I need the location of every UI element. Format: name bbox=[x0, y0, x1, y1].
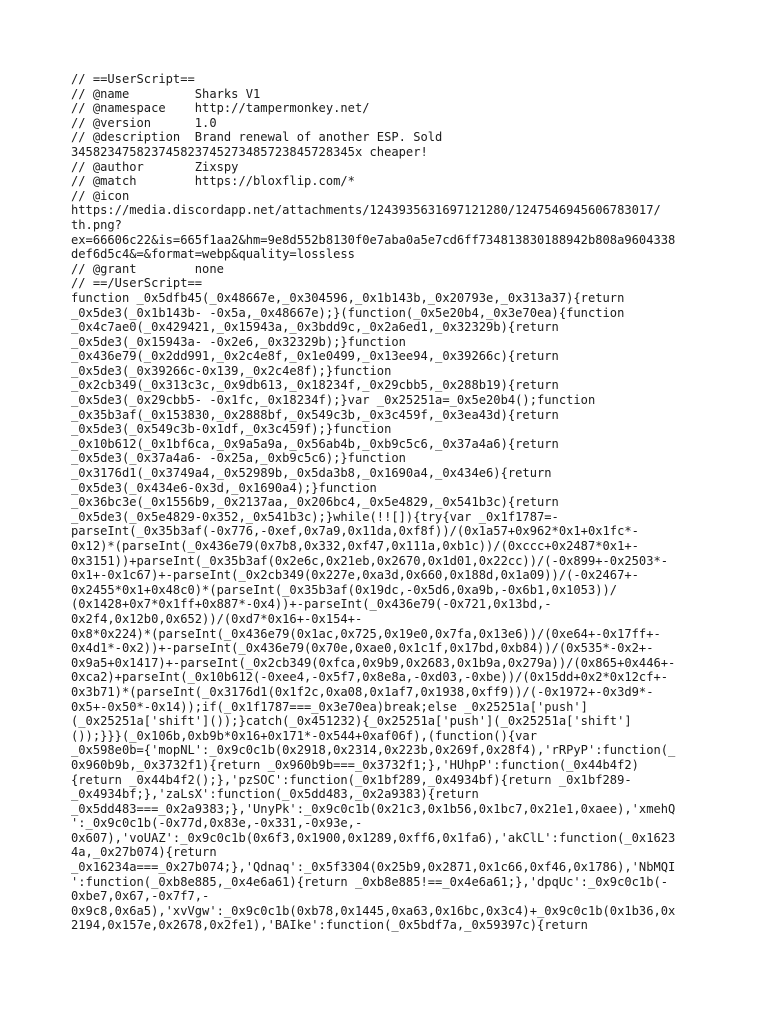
code-line: // ==/UserScript== bbox=[71, 276, 203, 291]
userscript-source-code bbox=[71, 72, 711, 933]
code-line: // @description Brand renewal of another ESP. Sold bbox=[71, 130, 443, 145]
code-line: // @version 1.0 bbox=[71, 115, 217, 130]
code-line: 0x960b9b,_0x3732f1){return _0x960b9b===_0x3732f1;},'HUhpP':function(_0x44b4f2) bbox=[71, 757, 639, 772]
code-line: 0x9a5+0x1417)+-parseInt(_0x2cb349(0xfca,0x9b9,0x2683,0x1b9a,0x279a))/(0x865+0x446+- bbox=[71, 655, 676, 670]
code-line: 0xca2)+parseInt(_0x10b612(-0xee4,-0x5f7,0x8e8a,-0xd03,-0xbe))/(0x15dd+0x2*0x12cf+- bbox=[71, 670, 669, 685]
code-line: _0x4c7ae0(_0x429421,_0x15943a,_0x3bdd9c,_0x2a6ed1,_0x32329b){return bbox=[71, 320, 559, 335]
code-line: def6d5c4&=&format=webp&quality=lossless bbox=[71, 247, 355, 262]
code-line: https://media.discordapp.net/attachments/1243935631697121280/1247546945606783017/ bbox=[71, 203, 661, 218]
code-line: _0x5de3(_0x1b143b- -0x5a,_0x48667e);}(function(_0x5e20b4,_0x3e70ea){function bbox=[71, 305, 625, 320]
code-line: _0x16234a===_0x27b074;},'Qdnaq':_0x5f3304(0x25b9,0x2871,0x1c66,0xf46,0x1786),'NbMQI bbox=[71, 860, 676, 875]
code-line: _0x598e0b={'mopNL':_0x9c0c1b(0x2918,0x2314,0x223b,0x269f,0x28f4),'rRPyP':function(_ bbox=[71, 743, 676, 758]
code-line: // @icon bbox=[71, 188, 130, 203]
code-line: 0x3151))+parseInt(_0x35b3af(0x2e6c,0x21eb,0x2670,0x1d01,0x22cc))/(-0x899+-0x2503*- bbox=[71, 553, 669, 568]
code-line: 4a,_0x27b074){return bbox=[71, 845, 217, 860]
code-line: _0x5de3(_0x37a4a6- -0x25a,_0xb9c5c6);}function bbox=[71, 451, 406, 466]
code-line: 0x12)*(parseInt(_0x436e79(0x7b8,0x332,0xf47,0x111a,0xb1c))/(0xccc+0x2487*0x1+- bbox=[71, 539, 639, 553]
code-line: // @namespace http://tampermonkey.net/ bbox=[71, 101, 370, 116]
code-line: 0x9c8,0x6a5),'xvVgw':_0x9c0c1b(0xb78,0x1445,0xa63,0x16bc,0x3c4)+_0x9c0c1b(0x1b36,0x bbox=[71, 903, 676, 918]
code-line: ex=66606c22&is=665f1aa2&hm=9e8d552b8130f0e7aba0a5e7cd6ff734813830188942b808a9604338 bbox=[71, 232, 676, 247]
code-line: _0x5de3(_0x549c3b-0x1df,_0x3c459f);}function bbox=[71, 422, 392, 437]
code-line: _0x35b3af(_0x153830,_0x2888bf,_0x549c3b,_0x3c459f,_0x3ea43d){return bbox=[71, 407, 559, 422]
code-line: _0x5de3(_0x29cbb5- -0x1fc,_0x18234f);}var _0x25251a=_0x5e20b4();function bbox=[71, 393, 596, 408]
code-line: ':_0x9c0c1b(-0x77d,0x83e,-0x331,-0x93e,- bbox=[71, 816, 363, 831]
code-line: function _0x5dfb45(_0x48667e,_0x304596,_0x1b143b,_0x20793e,_0x313a37){return bbox=[71, 290, 625, 305]
code-line: 0x5+-0x50*-0x14));if(_0x1f1787===_0x3e70ea)break;else _0x25251a['push'] bbox=[71, 699, 588, 714]
code-line: _0x436e79(_0x2dd991,_0x2c4e8f,_0x1e0499,_0x13ee94,_0x39266c){return bbox=[71, 349, 559, 364]
code-line: // @grant none bbox=[71, 261, 224, 276]
code-line: _0x5dd483===_0x2a9383;},'UnyPk':_0x9c0c1b(0x21c3,0x1b56,0x1bc7,0x21e1,0xaee),'xmehQ bbox=[71, 801, 676, 816]
code-line: _0x3176d1(_0x3749a4,_0x52989b,_0x5da3b8,_0x1690a4,_0x434e6){return bbox=[71, 466, 552, 481]
code-line: 0xbe7,0x67,-0x7f7,- bbox=[71, 889, 210, 904]
code-line: parseInt(_0x35b3af(-0x776,-0xef,0x7a9,0x11da,0xf8f))/(0x1a57+0x962*0x1+0x1fc*- bbox=[71, 524, 639, 539]
code-line: th.png? bbox=[71, 217, 122, 232]
code-line: _0x4934bf;},'zaLsX':function(_0x5dd483,_0x2a9383){return bbox=[71, 787, 479, 802]
code-line: ':function(_0xb8e885,_0x4e6a61){return _0xb8e885!==_0x4e6a61;},'dpqUc':_0x9c0c1b(- bbox=[71, 874, 669, 889]
code-line: (0x1428+0x7*0x1ff+0x887*-0x4))+-parseInt(_0x436e79(-0x721,0x13bd,- bbox=[71, 597, 552, 612]
code-line: _0x5de3(_0x434e6-0x3d,_0x1690a4);}function bbox=[71, 480, 377, 495]
code-line: _0x10b612(_0x1bf6ca,_0x9a5a9a,_0x56ab4b,_0xb9c5c6,_0x37a4a6){return bbox=[71, 436, 559, 451]
code-line: 0x3b71)*(parseInt(_0x3176d1(0x1f2c,0xa08,0x1af7,0x1938,0xff9))/(-0x1972+-0x3d9*- bbox=[71, 684, 654, 699]
code-line: _0x5de3(_0x39266c-0x139,_0x2c4e8f);}function bbox=[71, 363, 392, 378]
code-line: 345823475823745823745273485723845728345x cheaper! bbox=[71, 144, 428, 159]
code-line: 0x8*0x224)*(parseInt(_0x436e79(0x1ac,0x725,0x19e0,0x7fa,0x13e6))/(0xe64+-0x17ff+- bbox=[71, 626, 661, 641]
code-line: _0x2cb349(_0x313c3c,_0x9db613,_0x18234f,_0x29cbb5,_0x288b19){return bbox=[71, 378, 559, 393]
code-line: 0x2455*0x1+0x48c0)*(parseInt(_0x35b3af(0x19dc,-0x5d6,0xa9b,-0x6b1,0x1053))/ bbox=[71, 582, 618, 597]
code-line: _0x5de3(_0x15943a- -0x2e6,_0x32329b);}function bbox=[71, 334, 406, 349]
code-line: // @author Zixspy bbox=[71, 159, 239, 174]
code-line: // ==UserScript== bbox=[71, 72, 195, 86]
code-line: _0x5de3(_0x5e4829-0x352,_0x541b3c);}while(!![]){try{var _0x1f1787=- bbox=[71, 509, 559, 524]
code-line: 0x2f4,0x12b0,0x652))/(0xd7*0x16+-0x154+- bbox=[71, 611, 363, 626]
code-line: 0x1+-0x1c67)+-parseInt(_0x2cb349(0x227e,0xa3d,0x660,0x188d,0x1a09))/(-0x2467+- bbox=[71, 568, 639, 583]
code-line: (_0x25251a['shift']());}catch(_0x451232){_0x25251a['push'](_0x25251a['shift'] bbox=[71, 714, 632, 729]
code-line: ());}}}(_0x106b,0xb9b*0x16+0x171*-0x544+0xaf06f),(function(){var bbox=[71, 728, 537, 743]
code-line: _0x36bc3e(_0x1556b9,_0x2137aa,_0x206bc4,_0x5e4829,_0x541b3c){return bbox=[71, 495, 559, 510]
code-line: 0x4d1*-0x2))+-parseInt(_0x436e79(0x70e,0xae0,0x1c1f,0x17bd,0xb84))/(0x535*-0x2+- bbox=[71, 641, 654, 656]
code-line: {return _0x44b4f2();},'pzSOC':function(_0x1bf289,_0x4934bf){return _0x1bf289- bbox=[71, 772, 632, 787]
code-line: 2194,0x157e,0x2678,0x2fe1),'BAIke':function(_0x5bdf7a,_0x59397c){return bbox=[71, 918, 588, 933]
code-line: 0x607),'voUAZ':_0x9c0c1b(0x6f3,0x1900,0x1289,0xff6,0x1fa6),'akClL':function(_0x1623 bbox=[71, 830, 676, 845]
code-line: // @name Sharks V1 bbox=[71, 86, 261, 101]
code-line: // @match https://bloxflip.com/* bbox=[71, 174, 355, 189]
